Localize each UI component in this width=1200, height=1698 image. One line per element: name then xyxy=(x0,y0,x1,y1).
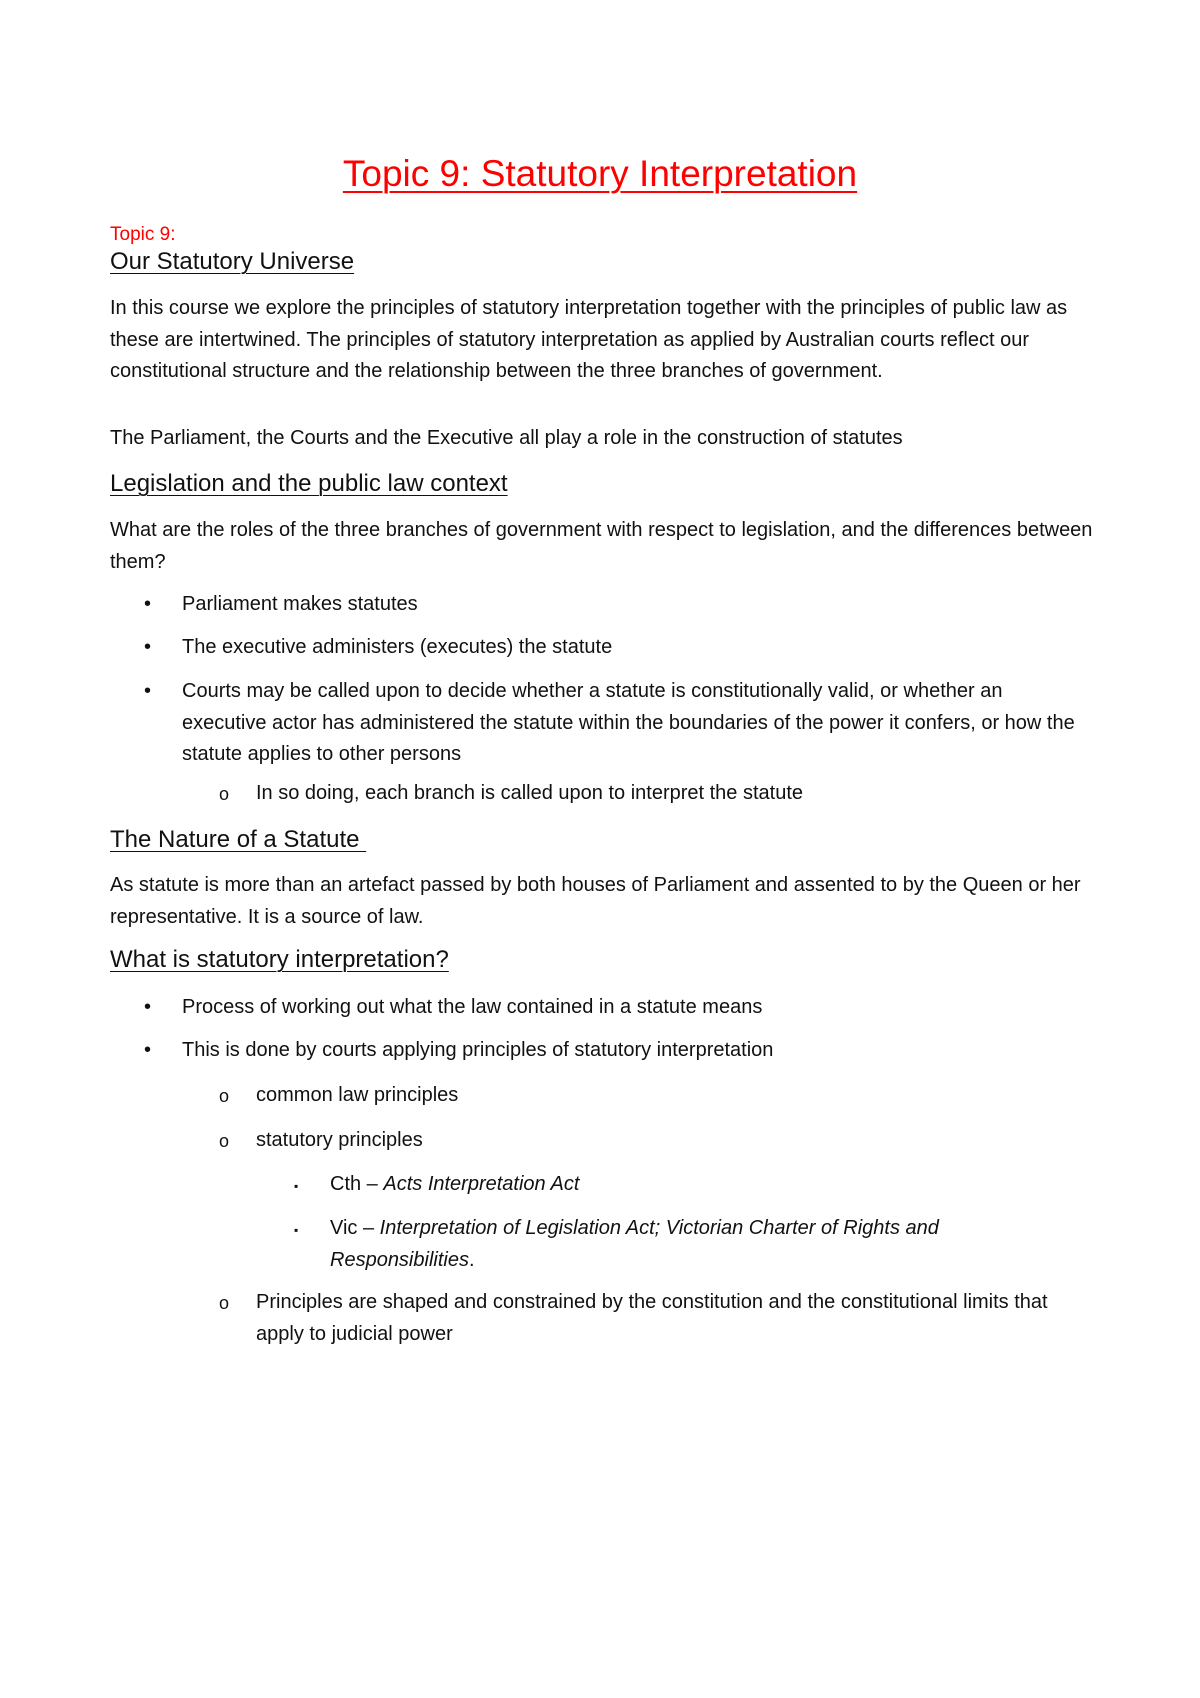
cth-act-title: Acts Interpretation Act xyxy=(383,1173,580,1195)
list-item-text: Courts may be called upon to decide whether a statute is constitutionally valid, or whether an executive actor has administered the statute within the boundaries of the power it confers, or how the statute applies to other persons xyxy=(182,680,1075,765)
branches-paragraph: The Parliament, the Courts and the Executive all play a role in the construction of statutes xyxy=(110,427,903,449)
universe-paragraph: In this course we explore the principles of statutory interpretation together with the principles of public law as these are intertwined. The principles of statutory interpretation as applied by Australian courts reflect our constitutional structure and the relationship between the three branches of government. xyxy=(110,297,1068,382)
list-item xyxy=(144,676,1084,771)
bullet-icon: • xyxy=(144,593,152,615)
vic-prefix: Vic – xyxy=(330,1217,380,1239)
list-item xyxy=(294,1213,1074,1276)
vic-acts-title: Interpretation of Legislation Act; Victorian Charter of Rights and Responsibilities xyxy=(330,1217,939,1271)
list-item-text: Principles are shaped and constrained by the constitution and the constitutional limits that apply to judicial power xyxy=(256,1291,1048,1345)
sub-bullet-icon: o xyxy=(219,1293,230,1313)
list-item-text: In so doing, each branch is called upon to interpret the statute xyxy=(256,782,804,804)
heading-what-is-interpretation: What is statutory interpretation? xyxy=(110,946,449,973)
heading-public-law-context: Legislation and the public law context xyxy=(110,470,508,497)
square-bullet-icon: ▪ xyxy=(294,1179,299,1193)
list-item-text: common law principles xyxy=(256,1084,459,1106)
list-item-text: Process of working out what the law contained in a statute means xyxy=(182,996,763,1018)
sub-bullet-icon: o xyxy=(219,784,230,804)
list-item-text: The executive administers (executes) the statute xyxy=(182,636,613,658)
list-item xyxy=(144,589,1084,621)
bullet-icon: • xyxy=(144,996,152,1018)
bullet-icon: • xyxy=(144,1039,152,1061)
bullet-icon: • xyxy=(144,680,152,702)
list-item xyxy=(219,778,1099,810)
roles-question: What are the roles of the three branches of government with respect to legislation, and the differences between them? xyxy=(110,519,1093,573)
list-item xyxy=(144,992,1084,1024)
list-item xyxy=(219,1287,1099,1350)
cth-prefix: Cth – xyxy=(330,1173,384,1195)
list-item-text: statutory principles xyxy=(256,1129,423,1151)
sub-bullet-icon: o xyxy=(219,1131,230,1151)
list-item-text: Parliament makes statutes xyxy=(182,593,418,615)
vic-suffix: . xyxy=(468,1248,475,1271)
list-item xyxy=(144,1035,1084,1067)
square-bullet-icon: ▪ xyxy=(294,1223,299,1237)
list-item xyxy=(219,1125,1099,1157)
list-item xyxy=(144,632,1084,664)
heading-statutory-universe: Our Statutory Universe xyxy=(110,248,355,275)
bullet-icon: • xyxy=(144,636,152,658)
list-item xyxy=(219,1080,1099,1112)
page-title: Topic 9: Statutory Interpretation xyxy=(342,153,858,194)
list-item xyxy=(294,1169,1074,1201)
list-item-text xyxy=(330,1169,1074,1201)
heading-nature-of-statute: The Nature of a Statute xyxy=(110,826,367,853)
list-item-text: This is done by courts applying principles of statutory interpretation xyxy=(182,1039,774,1061)
sub-bullet-icon: o xyxy=(219,1086,230,1106)
nature-paragraph: As statute is more than an artefact passed by both houses of Parliament and assented to by the Queen or her representative. It is a source of law. xyxy=(110,874,1081,928)
topic-label: Topic 9: xyxy=(110,224,176,245)
list-item-text xyxy=(330,1213,1074,1276)
